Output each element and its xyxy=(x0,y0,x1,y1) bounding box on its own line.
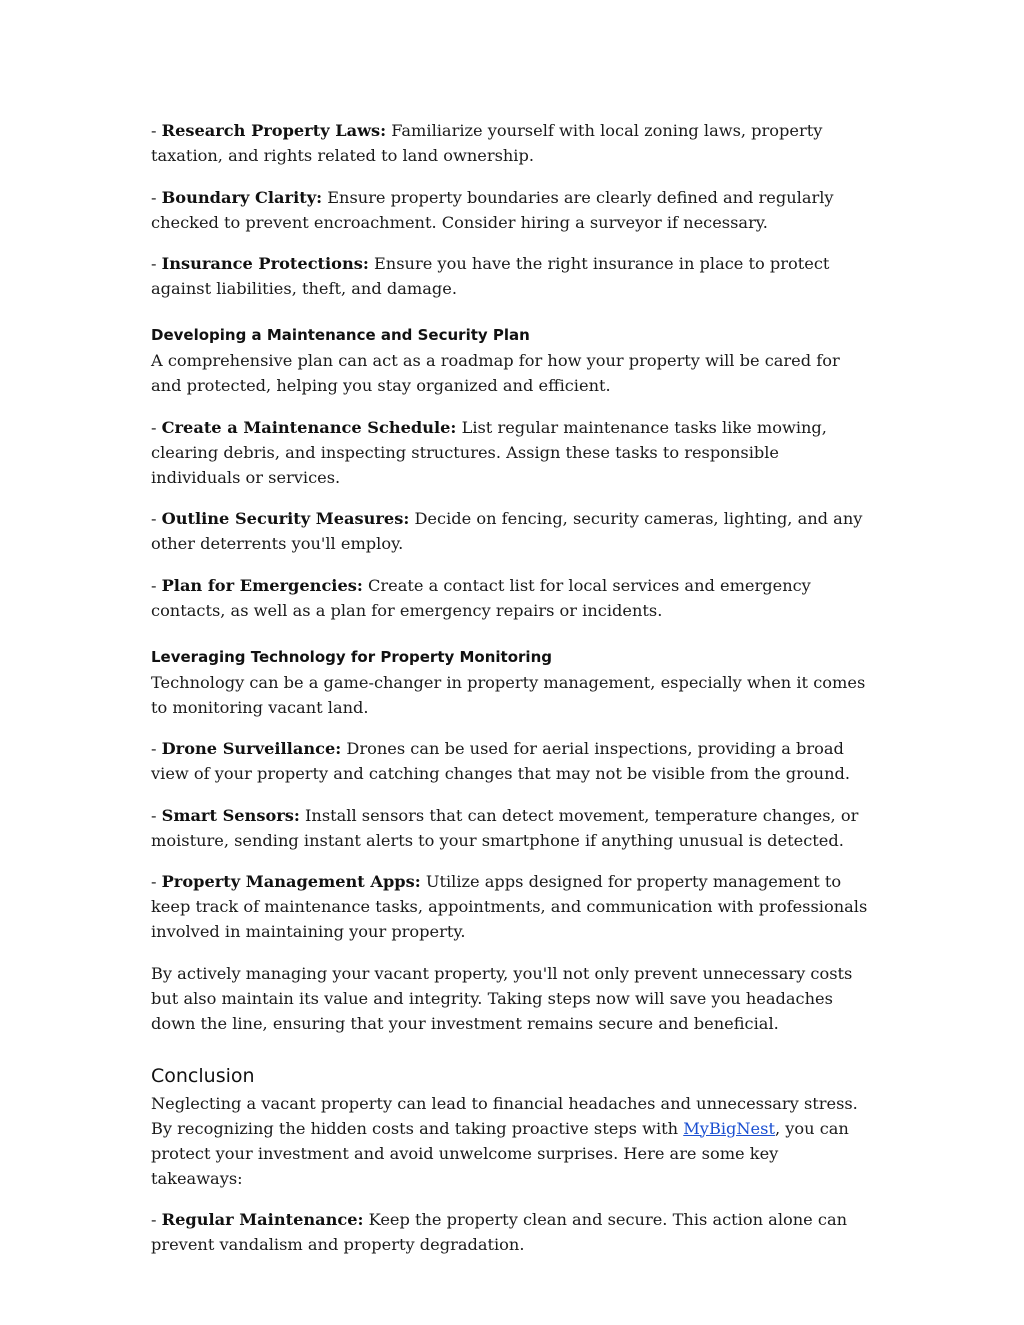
list-item: - Create a Maintenance Schedule: List regular maintenance tasks like mowing, clearing debris, and inspecting structures. Assign these tasks to responsible individuals or services. xyxy=(151,417,827,487)
item-label: Drone Surveillance: xyxy=(161,739,342,758)
list-item: - Research Property Laws: Familiarize yourself with local zoning laws, property taxation, and rights related to land ownership. xyxy=(151,121,823,165)
item-text: Ensure property boundaries are clearly defined and regularly checked to prevent encroachment. Consider hiring a surveyor if necessary. xyxy=(151,187,834,232)
item-text: Ensure you have the right insurance in place to protect against liabilities, theft, and damage. xyxy=(151,254,830,298)
list-item: - Outline Security Measures: Decide on fencing, security cameras, lighting, and any other deterrents you'll employ. xyxy=(151,509,863,553)
conclusion-heading: Conclusion xyxy=(151,1064,255,1087)
section-intro: Technology can be a game-changer in property management, especially when it comes to monitoring vacant land. xyxy=(151,672,866,717)
list-item: - Insurance Protections: Ensure you have the right insurance in place to protect against liabilities, theft, and damage. xyxy=(151,254,830,298)
list-item: - Boundary Clarity: Ensure property boundaries are clearly defined and regularly checked to prevent encroachment. Consider hiring a surveyor if necessary. xyxy=(151,187,834,232)
list-item: - Property Management Apps: Utilize apps designed for property management to keep track of maintenance tasks, appointments, and communication with professionals involved in maintaining your property. xyxy=(151,872,868,941)
closing-paragraph: By actively managing your vacant property, you'll not only prevent unnecessary costs but also maintain its value and integrity. Taking steps now will save you headaches down the line, ensuring that your investment remains secure and beneficial. xyxy=(151,963,853,1033)
item-text: Keep the property clean and secure. This action alone can prevent vandalism and property degradation. xyxy=(151,1210,848,1254)
item-text: Install sensors that can detect movement, temperature changes, or moisture, sending instant alerts to your smartphone if anything unusual is detected. xyxy=(151,805,859,850)
conclusion-intro: Neglecting a vacant property can lead to financial headaches and unnecessary stress. By recognizing the hidden costs and taking proactive steps with MyBigNest, you can protect your investment and avoid unwelcome surprises. Here are some key takeaways: xyxy=(151,1093,858,1188)
item-label: Create a Maintenance Schedule: xyxy=(161,417,457,437)
list-item: - Plan for Emergencies: Create a contact list for local services and emergency contacts, as well as a plan for emergency repairs or incidents. xyxy=(151,575,811,620)
item-text: Drones can be used for aerial inspections, providing a broad view of your property and catching changes that may not be visible from the ground. xyxy=(151,739,851,783)
item-label: Regular Maintenance: xyxy=(161,1210,364,1229)
list-item: - Drone Surveillance: Drones can be used for aerial inspections, providing a broad view of your property and catching changes that may not be visible from the ground. xyxy=(151,739,851,783)
item-label: Boundary Clarity: xyxy=(161,187,323,207)
item-label: Plan for Emergencies: xyxy=(161,575,363,595)
section-intro: A comprehensive plan can act as a roadmap for how your property will be cared for and protected, helping you stay organized and efficient. xyxy=(151,351,840,395)
item-label: Outline Security Measures: xyxy=(161,509,410,528)
item-text: List regular maintenance tasks like mowing, clearing debris, and inspecting structures. Assign these tasks to responsible individuals or services. xyxy=(151,417,827,487)
item-text: Decide on fencing, security cameras, lighting, and any other deterrents you'll employ. xyxy=(151,509,863,553)
item-label: Smart Sensors: xyxy=(161,805,300,825)
item-label: Research Property Laws: xyxy=(161,121,387,140)
item-label: Property Management Apps: xyxy=(161,872,421,891)
item-text: Create a contact list for local services and emergency contacts, as well as a plan for emergency repairs or incidents. xyxy=(151,575,811,620)
item-label: Insurance Protections: xyxy=(161,254,369,273)
section-heading: Leveraging Technology for Property Monitoring xyxy=(151,647,552,666)
list-item: - Smart Sensors: Install sensors that can detect movement, temperature changes, or moisture, sending instant alerts to your smartphone if anything unusual is detected. xyxy=(151,805,859,850)
document-page xyxy=(151,118,873,1274)
section-heading: Developing a Maintenance and Security Plan xyxy=(151,326,530,344)
item-text: Familiarize yourself with local zoning laws, property taxation, and rights related to land ownership. xyxy=(151,121,823,165)
mybignest-link[interactable]: MyBigNest xyxy=(683,1118,775,1138)
list-item: - Regular Maintenance: Keep the property clean and secure. This action alone can prevent vandalism and property degradation. xyxy=(151,1210,848,1254)
item-text: Utilize apps designed for property management to keep track of maintenance tasks, appointments, and communication with professionals involved in maintaining your property. xyxy=(151,872,868,941)
